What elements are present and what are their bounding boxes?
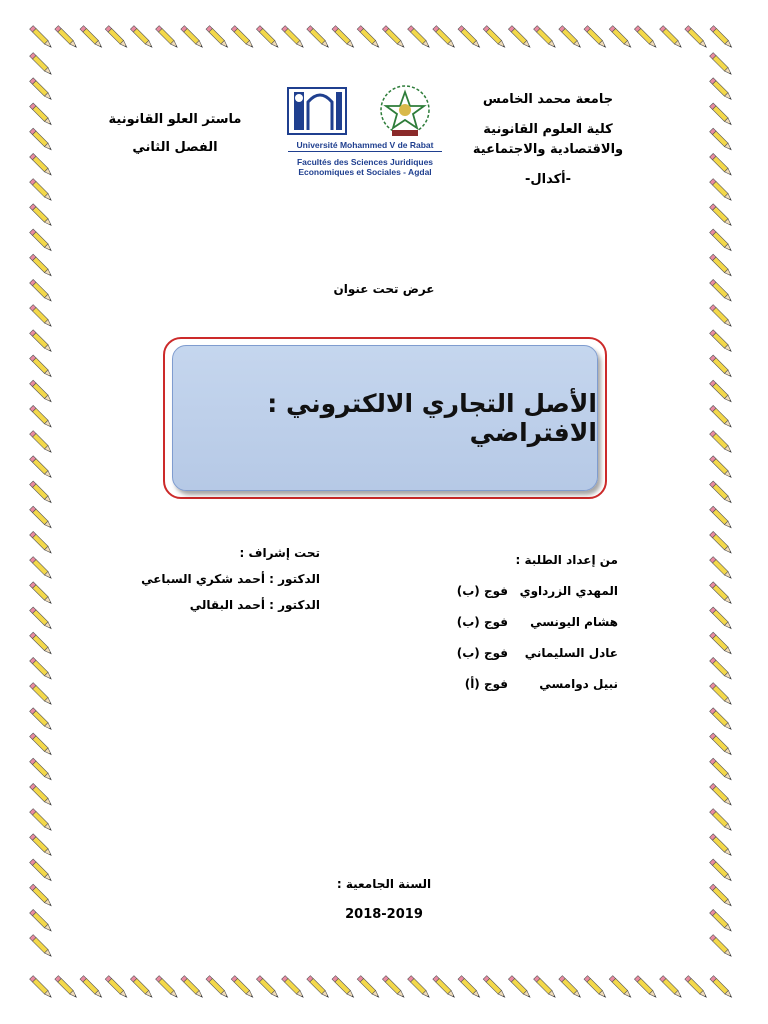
supervisor-2: الدكتور : أحمد البقالي (189, 598, 320, 612)
pencil-icon (30, 153, 53, 176)
pencil-icon (30, 456, 53, 479)
pencil-icon (30, 431, 53, 454)
pencil-icon (710, 53, 733, 76)
pencil-icon (282, 26, 305, 49)
pencil-icon (30, 758, 53, 781)
pencil-icon (710, 254, 733, 277)
supervision-section (120, 540, 320, 618)
pencil-icon (30, 733, 53, 756)
pencil-icon (609, 26, 632, 49)
pencil-icon (660, 26, 683, 49)
student-name: هشام اليونسي (530, 615, 618, 629)
pencil-icon (30, 179, 53, 202)
student-group: فوج (ب) (456, 584, 508, 598)
faculty-emblem-icon (280, 80, 450, 140)
pencil-icon (458, 26, 481, 49)
students-label: من إعداد الطلبة : (515, 553, 618, 567)
pencil-icon (660, 976, 683, 999)
pencil-icon (30, 330, 53, 353)
pencil-icon (584, 26, 607, 49)
academic-year-value: 2018-2019 (345, 907, 423, 922)
pencil-icon (710, 708, 733, 731)
pencil-icon (130, 26, 153, 49)
pencil-icon (584, 976, 607, 999)
pencil-icon (30, 229, 53, 252)
logo-faculty-fr-1: Facultés des Sciences Juridiques (296, 157, 434, 167)
pencil-icon (30, 708, 53, 731)
pencil-icon (710, 179, 733, 202)
faculty-name: كلية العلوم القانونية والاقتصادية والاجتماعية (472, 122, 624, 157)
pencil-icon (55, 26, 78, 49)
pencil-icon (710, 405, 733, 428)
pencil-icon (408, 26, 431, 49)
pencil-icon (30, 506, 53, 529)
student-name: المهدي الزرداوي (519, 584, 618, 598)
pencil-icon (483, 976, 506, 999)
pencil-icon (332, 976, 355, 999)
pencil-icon (357, 976, 380, 999)
pencil-icon (710, 531, 733, 554)
pencil-icon (710, 557, 733, 580)
pencil-icon (30, 809, 53, 832)
student-row (378, 669, 618, 700)
pencil-icon (55, 976, 78, 999)
pencil-icon (30, 683, 53, 706)
pencil-icon (710, 78, 733, 101)
title-panel (172, 345, 598, 491)
pencil-icon (30, 531, 53, 554)
pencil-icon (30, 657, 53, 680)
pencil-icon (710, 456, 733, 479)
pencil-icon (710, 229, 733, 252)
pencil-icon (685, 26, 708, 49)
pencil-icon (710, 153, 733, 176)
pencil-icon (710, 834, 733, 857)
pencil-icon (30, 935, 53, 958)
pencil-icon (710, 431, 733, 454)
pencil-icon (458, 976, 481, 999)
pencil-icon (710, 632, 733, 655)
master-program: ماستر العلو القانونية (108, 112, 242, 127)
pencil-icon (433, 976, 456, 999)
pencil-icon (130, 976, 153, 999)
pencil-icon (30, 557, 53, 580)
pencil-icon (433, 26, 456, 49)
supervision-label: تحت إشراف : (239, 546, 320, 560)
pencil-icon (206, 26, 229, 49)
pencil-icon (408, 976, 431, 999)
pencil-icon (710, 355, 733, 378)
pencil-icon (30, 783, 53, 806)
pencil-icon (710, 657, 733, 680)
pencil-icon (710, 683, 733, 706)
pencil-icon (559, 976, 582, 999)
student-group: فوج (ب) (456, 646, 508, 660)
presentation-intro: عرض تحت عنوان (333, 282, 435, 296)
pencil-icon (105, 26, 128, 49)
pencil-icon (382, 976, 405, 999)
pencil-icon (710, 733, 733, 756)
logo-university-fr: Université Mohammed V de Rabat (296, 140, 434, 150)
pencil-icon (559, 26, 582, 49)
pencil-icon (710, 128, 733, 151)
pencil-icon (181, 26, 204, 49)
pencil-icon (30, 53, 53, 76)
pencil-icon (609, 976, 632, 999)
pencil-icon (710, 582, 733, 605)
semester: الفصل الثاني (132, 140, 218, 155)
pencil-icon (634, 26, 657, 49)
pencil-icon (332, 26, 355, 49)
pencil-icon (710, 809, 733, 832)
student-row (378, 607, 618, 638)
pencil-icon (30, 632, 53, 655)
pencil-icon (508, 26, 531, 49)
title-frame (163, 337, 607, 499)
pencil-icon (30, 834, 53, 857)
pencil-icon (156, 976, 179, 999)
pencil-icon (30, 26, 53, 49)
student-name: عادل السليماني (524, 646, 618, 660)
pencil-icon (710, 607, 733, 630)
pencil-icon (710, 380, 733, 403)
pencil-icon (156, 26, 179, 49)
pencil-icon (30, 481, 53, 504)
pencil-icon (181, 976, 204, 999)
pencil-icon (710, 103, 733, 126)
pencil-icon (30, 305, 53, 328)
pencil-icon (256, 976, 279, 999)
pencil-icon (30, 380, 53, 403)
pencil-icon (30, 976, 53, 999)
pencil-icon (30, 128, 53, 151)
academic-year-label: السنة الجامعية : (336, 877, 432, 891)
pencil-icon (710, 204, 733, 227)
pencil-icon (307, 26, 330, 49)
pencil-icon (483, 26, 506, 49)
pencil-icon (710, 783, 733, 806)
pencil-icon (30, 582, 53, 605)
university-name: جامعة محمد الخامس (482, 92, 614, 107)
students-section (378, 545, 618, 700)
pencil-icon (30, 355, 53, 378)
pencil-icon (710, 330, 733, 353)
student-name: نبيل دوامسي (539, 677, 618, 691)
document-title: الأصل التجاري الالكتروني : الافتراضي (267, 389, 597, 447)
pencil-icon (710, 935, 733, 958)
pencil-icon (508, 976, 531, 999)
pencil-icon (710, 305, 733, 328)
pencil-icon (307, 976, 330, 999)
pencil-icon (80, 26, 103, 49)
pencil-icon (30, 103, 53, 126)
student-group: فوج (أ) (464, 677, 508, 691)
pencil-icon (30, 405, 53, 428)
supervisor-1: الدكتور : أحمد شكري السباعي (141, 572, 320, 586)
campus-name: -أكدال- (524, 172, 572, 187)
pencil-icon (710, 976, 733, 999)
student-group: فوج (ب) (456, 615, 508, 629)
pencil-icon (710, 758, 733, 781)
pencil-icon (256, 26, 279, 49)
logo-faculty-fr-2: Economiques et Sociales - Agdal (298, 167, 432, 177)
university-header (448, 90, 648, 190)
pencil-icon (710, 481, 733, 504)
pencil-icon (30, 204, 53, 227)
pencil-icon (534, 976, 557, 999)
pencil-icon (634, 976, 657, 999)
pencil-icon (30, 78, 53, 101)
student-row (378, 576, 618, 607)
program-header (95, 110, 255, 158)
pencil-icon (206, 976, 229, 999)
university-logo (280, 80, 450, 190)
pencil-icon (282, 976, 305, 999)
pencil-icon (105, 976, 128, 999)
pencil-icon (710, 26, 733, 49)
pencil-icon (231, 26, 254, 49)
pencil-icon (382, 26, 405, 49)
pencil-icon (30, 254, 53, 277)
pencil-icon (80, 976, 103, 999)
pencil-icon (231, 976, 254, 999)
pencil-icon (710, 506, 733, 529)
pencil-icon (357, 26, 380, 49)
student-row (378, 638, 618, 669)
pencil-icon (685, 976, 708, 999)
pencil-icon (534, 26, 557, 49)
pencil-icon (30, 607, 53, 630)
